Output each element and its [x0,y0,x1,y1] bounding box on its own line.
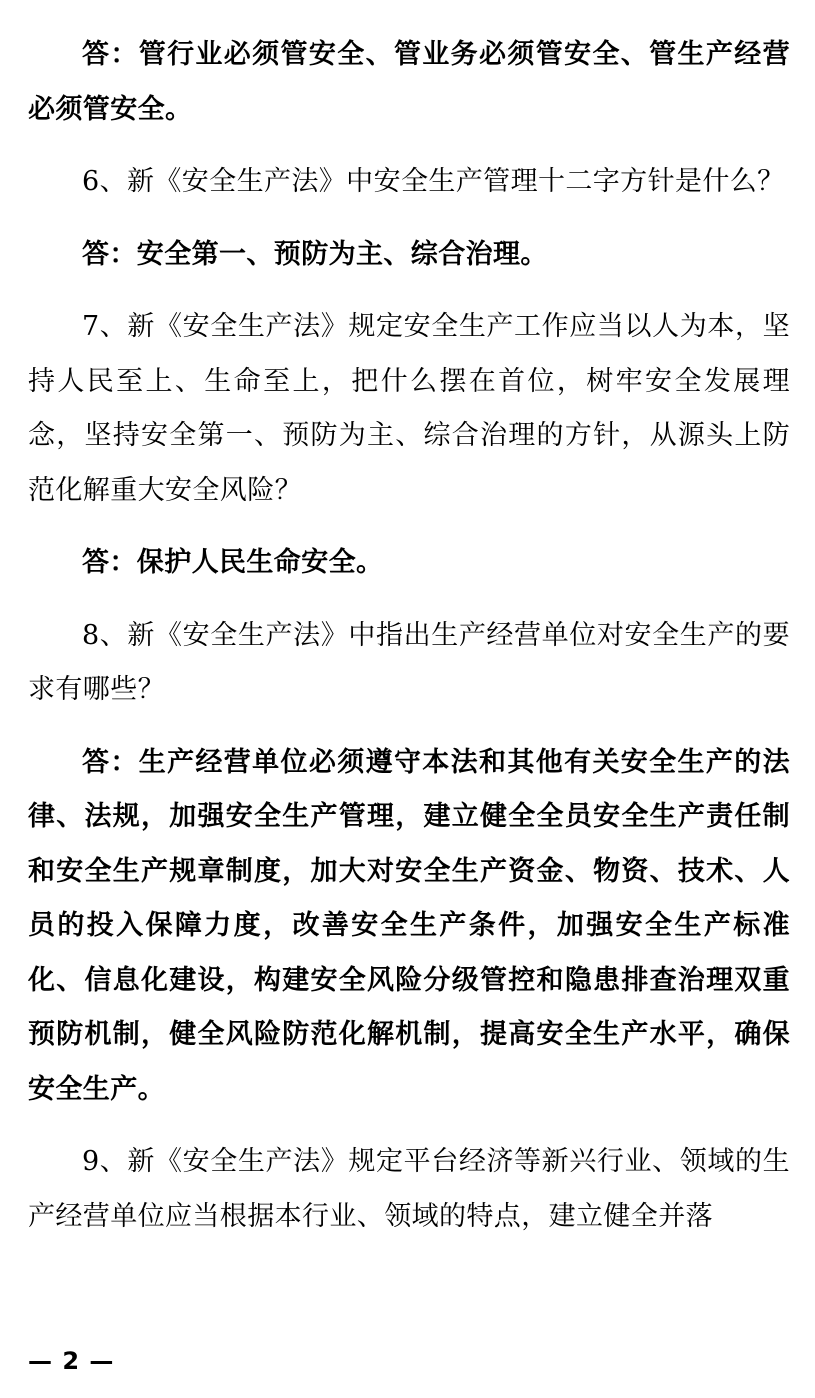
question-6: 6、新《安全生产法》中安全生产管理十二字方针是什么？ [82,166,785,197]
answer-6: 答：安全第一、预防为主、综合治理。 [82,238,548,270]
question-8: 8、新《安全生产法》中指出生产经营单位对安全生产的要求有哪些？ [28,619,790,705]
document-page [28,28,790,1244]
page-number: — 2 — [28,1347,115,1375]
question-7: 7、新《安全生产法》规定安全生产工作应当以人为本，坚持人民至上、生命至上，把什么摆在首位，树牢安全发展理念，坚持安全第一、预防为主、综合治理的方针，从源头上防范化解重大安全风险？ [28,311,790,506]
answer-7: 答：保护人民生命安全。 [82,547,384,578]
question-9: 9、新《安全生产法》规定平台经济等新兴行业、领域的生产经营单位应当根据本行业、领域的特点，建立健全并落 [28,1146,790,1232]
answer-8: 答：生产经营单位必须遵守本法和其他有关安全生产的法律、法规，加强安全生产管理，建立健全全员安全生产责任制和安全生产规章制度，加大对安全生产资金、物资、技术、人员的投入保障力度，改善安全生产条件，加强安全生产标准化、信息化建设，构建安全风险分级管控和隐患排查治理双重预防机制，健全风险防范化解机制，提高安全生产水平，确保安全生产。 [28,746,790,1105]
answer-paragraph: 答：管行业必须管安全、管业务必须管安全、管生产经营必须管安全。 [28,39,790,125]
